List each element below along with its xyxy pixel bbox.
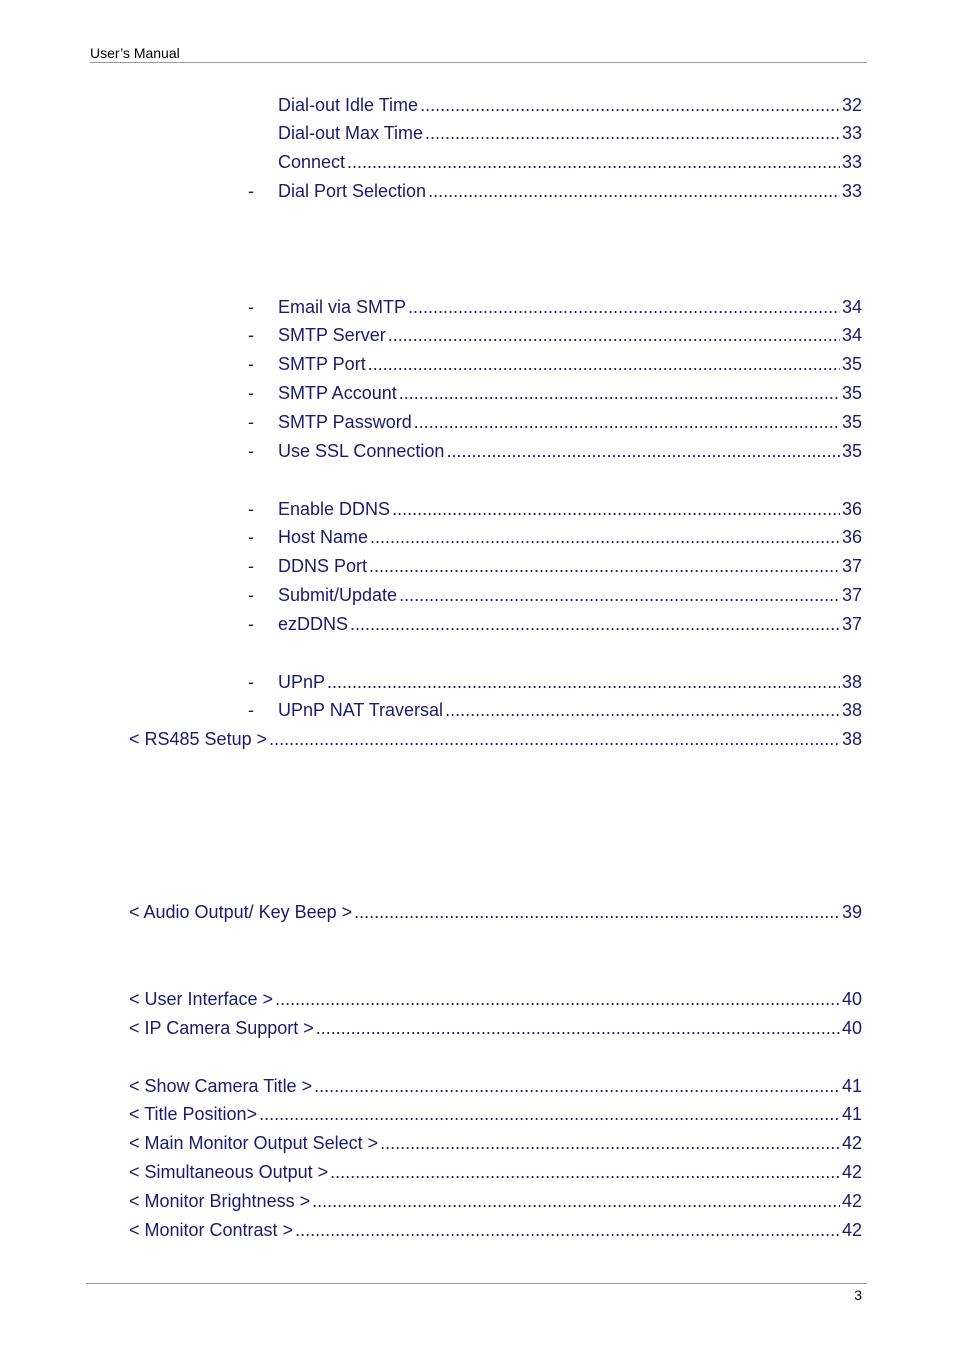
toc-entry-label: Connect [278,152,346,172]
toc-entry-page: 34 [841,325,862,345]
dot-leader [330,1160,840,1184]
toc-entry[interactable] [129,1074,862,1098]
toc-entry-label: ezDDNS [278,614,349,634]
toc-entry-label: < Title Position> [129,1104,258,1124]
dot-leader [428,179,840,203]
toc-entry-page: 33 [841,123,862,143]
toc-entry[interactable] [248,323,862,347]
toc-entry[interactable] [248,525,862,549]
toc-entry-page: 37 [841,556,862,576]
toc-entry[interactable] [248,670,862,694]
toc-entry-page: 37 [841,614,862,634]
toc-entry-label: < User Interface > [129,989,274,1009]
dot-leader [327,670,840,694]
toc-entry-page: 41 [841,1076,862,1096]
toc-entry-label: SMTP Server [278,325,386,345]
toc-entry[interactable] [129,1160,862,1184]
toc-entry[interactable] [129,1189,862,1213]
toc-entry-label: Use SSL Connection [278,441,445,461]
toc-entry-label: < Show Camera Title > [129,1076,313,1096]
toc-entry-label: Dial Port Selection [278,181,427,201]
dot-leader [354,900,840,924]
bullet-dash: - [248,614,254,634]
toc-entry-page: 35 [841,441,862,461]
bullet-dash: - [248,325,254,345]
toc-entry-page: 38 [841,729,862,749]
toc-entry-page: 36 [841,527,862,547]
bullet-dash: - [248,585,254,605]
dot-leader [347,150,840,174]
toc-entry-page: 40 [841,989,862,1009]
header-title: User’s Manual [90,45,180,61]
bullet-dash: - [248,441,254,461]
bullet-dash: - [248,700,254,720]
dot-leader [408,295,840,319]
dot-leader [414,410,840,434]
toc-entry[interactable] [248,698,862,722]
toc-entry[interactable] [248,497,862,521]
footer-divider [86,1283,867,1284]
dot-leader [314,1074,840,1098]
toc-entry[interactable] [248,295,862,319]
toc-entry-page: 42 [841,1191,862,1211]
toc-entry-label: < Monitor Contrast > [129,1220,294,1240]
toc-entry[interactable] [278,150,862,174]
dot-leader [368,352,840,376]
page-number: 3 [854,1287,862,1303]
bullet-dash: - [248,354,254,374]
toc-entry-page: 35 [841,354,862,374]
toc-entry-label: < Main Monitor Output Select > [129,1133,379,1153]
dot-leader [380,1131,840,1155]
toc-entry-label: Submit/Update [278,585,398,605]
toc-entry-page: 33 [841,181,862,201]
toc-entry-page: 39 [841,902,862,922]
toc-entry[interactable] [129,1016,862,1040]
dot-leader [399,583,840,607]
bullet-dash: - [248,527,254,547]
toc-entry-page: 33 [841,152,862,172]
toc-entry[interactable] [129,1218,862,1242]
toc-entry[interactable] [278,93,862,117]
toc-entry[interactable] [248,439,862,463]
dot-leader [370,525,840,549]
toc-entry-label: Enable DDNS [278,499,391,519]
toc-entry-label: SMTP Password [278,412,412,432]
toc-entry-page: 35 [841,412,862,432]
toc-entry-page: 36 [841,499,862,519]
dot-leader [388,323,840,347]
dot-leader [425,121,840,145]
dot-leader [445,698,840,722]
toc-entry-label: Host Name [278,527,369,547]
bullet-dash: - [248,412,254,432]
toc-entry-label: < RS485 Setup > [129,729,268,749]
toc-entry-page: 42 [841,1162,862,1182]
toc-entry[interactable] [248,583,862,607]
dot-leader [446,439,840,463]
bullet-dash: - [248,499,254,519]
dot-leader [259,1102,840,1126]
toc-entry-page: 38 [841,672,862,692]
dot-leader [316,1016,840,1040]
toc-entry-page: 32 [841,95,862,115]
toc-entry-page: 38 [841,700,862,720]
toc-entry-label: Dial-out Max Time [278,123,424,143]
dot-leader [399,381,840,405]
toc-entry[interactable] [278,121,862,145]
dot-leader [269,727,840,751]
toc-entry-page: 37 [841,585,862,605]
toc-entry-page: 42 [841,1220,862,1240]
toc-entry-label: < Simultaneous Output > [129,1162,329,1182]
toc-entry-page: 34 [841,297,862,317]
toc-entry-label: < Monitor Brightness > [129,1191,311,1211]
toc-entry-label: UPnP [278,672,326,692]
toc-entry[interactable] [248,179,862,203]
dot-leader [369,554,840,578]
dot-leader [392,497,840,521]
toc-entry[interactable] [129,900,862,924]
toc-entry-page: 41 [841,1104,862,1124]
bullet-dash: - [248,556,254,576]
bullet-dash: - [248,181,254,201]
bullet-dash: - [248,672,254,692]
toc-entry[interactable] [248,554,862,578]
dot-leader [350,612,840,636]
toc-entry[interactable] [248,381,862,405]
dot-leader [312,1189,840,1213]
toc-entry-page: 35 [841,383,862,403]
toc-entry[interactable] [248,410,862,434]
toc-entry[interactable] [129,987,862,1011]
toc-entry-label: SMTP Port [278,354,366,374]
toc-entry[interactable] [129,727,862,751]
toc-entry[interactable] [248,612,862,636]
dot-leader [275,987,840,1011]
bullet-dash: - [248,297,254,317]
toc-entry-label: < Audio Output/ Key Beep > [129,902,353,922]
toc-entry-label: SMTP Account [278,383,397,403]
toc-entry[interactable] [129,1102,862,1126]
toc-entry-label: DDNS Port [278,556,368,576]
dot-leader [295,1218,840,1242]
toc-entry[interactable] [248,352,862,376]
bullet-dash: - [248,383,254,403]
toc-entry-label: Dial-out Idle Time [278,95,419,115]
toc-entry-page: 40 [841,1018,862,1038]
toc-entry-label: UPnP NAT Traversal [278,700,444,720]
toc-entry-label: Email via SMTP [278,297,407,317]
toc-entry-label: < IP Camera Support > [129,1018,314,1038]
toc-entry-page: 42 [841,1133,862,1153]
dot-leader [420,93,840,117]
toc-entry[interactable] [129,1131,862,1155]
